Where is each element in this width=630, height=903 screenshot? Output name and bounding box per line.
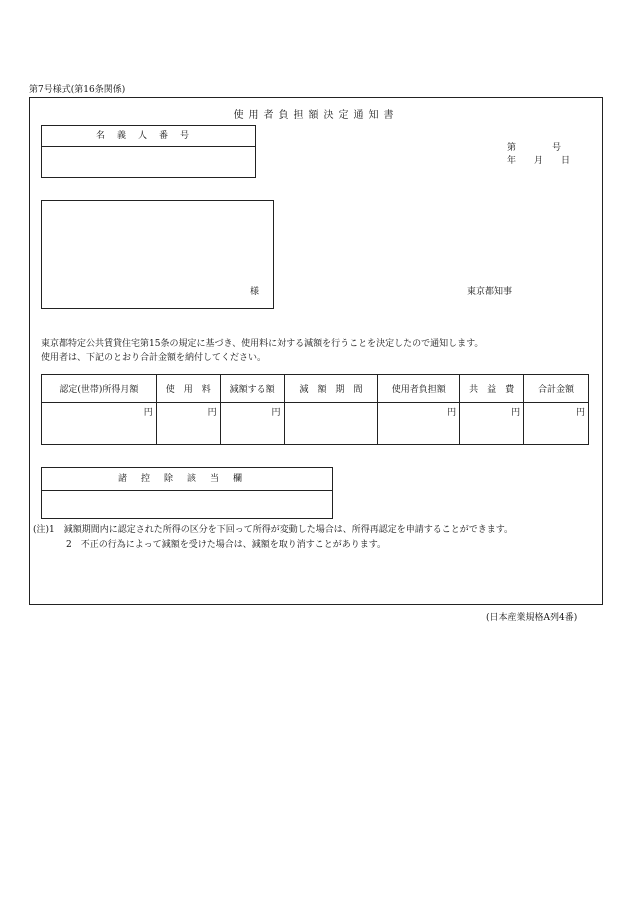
header-user-burden: 使用者負担額 — [378, 375, 460, 403]
deduction-box — [41, 467, 333, 519]
reduction-period-cell[interactable] — [284, 403, 378, 445]
addressee-honorific: 様 — [250, 287, 260, 297]
header-common-fee: 共 益 費 — [460, 375, 524, 403]
document-title: 使用者負担額決定通知書 — [233, 110, 399, 121]
document-number: 第 号 — [507, 143, 562, 153]
issuer-name: 東京都知事 — [467, 287, 513, 297]
common-fee-cell[interactable]: 円 — [460, 403, 524, 445]
note-line-1: (注)1 減額期間内に認定された所得の区分を下回って所得が変動した場合は、所得再認定を申請することができます。 — [33, 525, 514, 535]
usage-fee-cell[interactable]: 円 — [156, 403, 220, 445]
reduction-amount-cell[interactable]: 円 — [220, 403, 284, 445]
certified-income-cell[interactable]: 円 — [42, 403, 157, 445]
amount-table-header-row — [42, 375, 589, 403]
name-holder-number-box — [41, 125, 256, 178]
notice-line-1: 東京都特定公共賃貸住宅第15条の規定に基づき、使用料に対する減額を行うことを決定したので通知します。 — [41, 339, 484, 349]
total-amount-cell[interactable]: 円 — [524, 403, 589, 445]
header-total-amount: 合計金額 — [524, 375, 589, 403]
document-date: 年 月 日 — [507, 156, 571, 166]
form-number-label: 第7号様式(第16条関係) — [29, 85, 126, 95]
name-holder-number-field[interactable] — [42, 147, 255, 177]
deduction-field[interactable] — [42, 491, 332, 518]
deduction-header: 諸控除該当欄 — [42, 468, 332, 491]
amount-table-value-row — [42, 403, 589, 445]
paper-standard: (日本産業規格A列4番) — [486, 613, 578, 623]
notice-line-2: 使用者は、下記のとおり合計金額を納付してください。 — [41, 353, 267, 363]
amount-table — [41, 374, 589, 445]
addressee-box — [41, 200, 274, 309]
header-certified-income: 認定(世帯)所得月額 — [42, 375, 157, 403]
user-burden-cell[interactable]: 円 — [378, 403, 460, 445]
note-line-2: 2 不正の行為によって減額を受けた場合は、減額を取り消すことがあります。 — [66, 540, 387, 550]
name-holder-number-header: 名義人番号 — [42, 126, 255, 147]
header-usage-fee: 使 用 料 — [156, 375, 220, 403]
header-reduction-amount: 減額する額 — [220, 375, 284, 403]
header-reduction-period: 減 額 期 間 — [284, 375, 378, 403]
